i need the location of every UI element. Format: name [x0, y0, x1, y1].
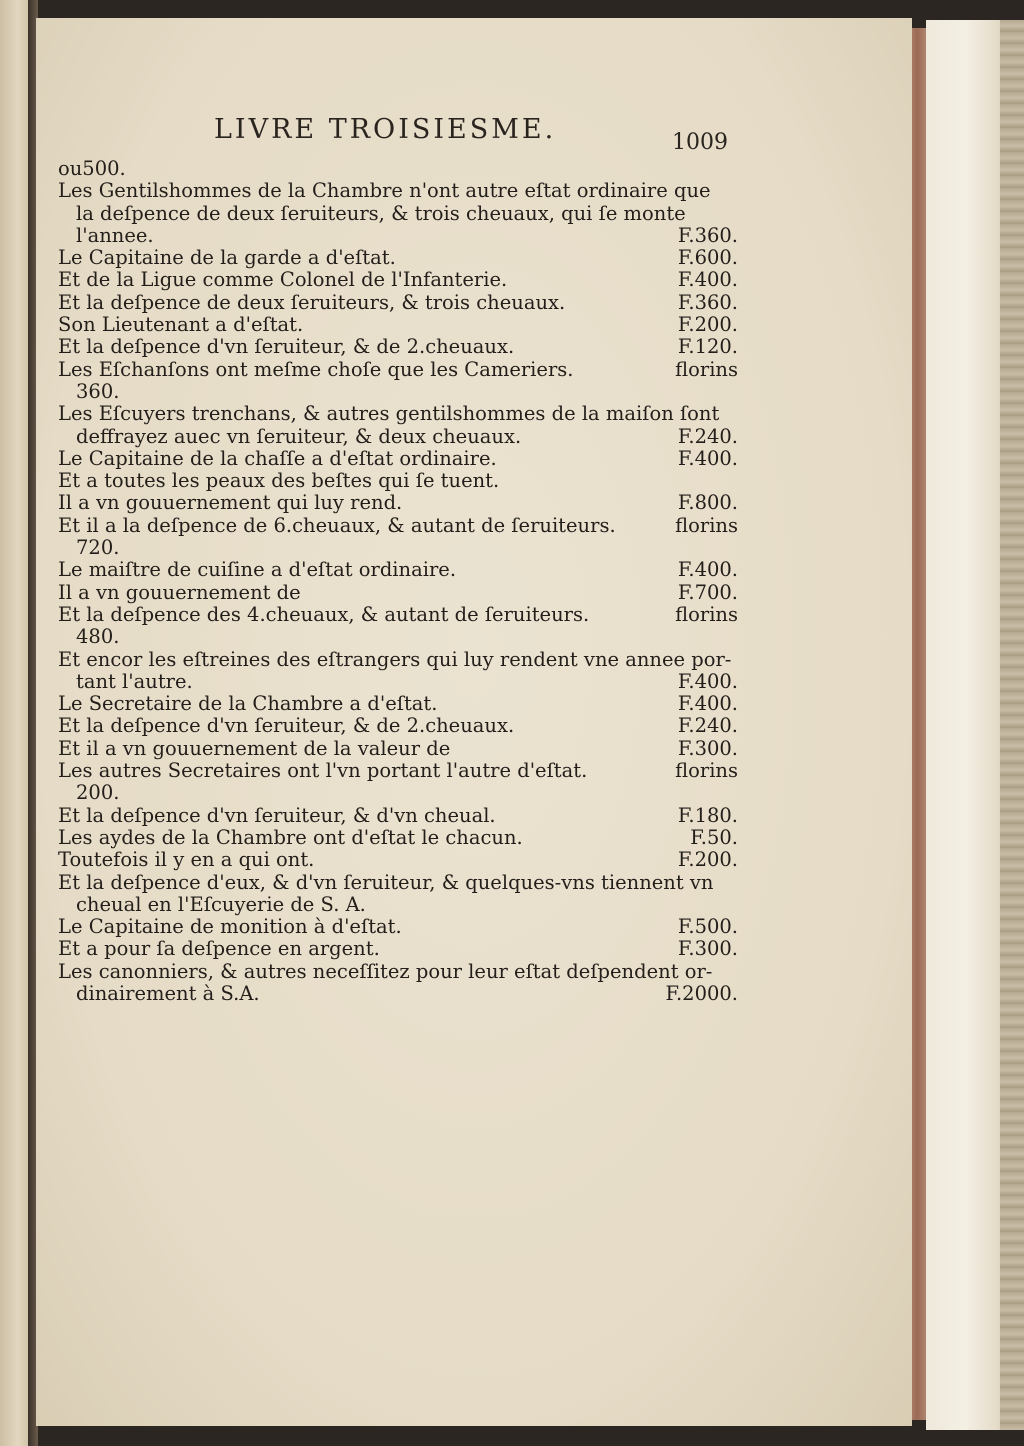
text-line — [58, 359, 738, 381]
line-amount: F.500. — [677, 915, 738, 939]
line-amount: florins — [675, 602, 738, 626]
left-page-edge — [0, 0, 30, 1446]
line-text: la deſpence de deux ſeruiteurs, & trois cheuaux, qui ſe monte — [76, 201, 686, 225]
line-amount: F.400. — [677, 558, 738, 582]
line-text: 200. — [76, 781, 120, 805]
line-text: Et la deſpence d'eux, & d'vn ſeruiteur, & quelques-vns tiennent vn — [58, 870, 714, 894]
line-text: Et la deſpence d'vn ſeruiteur, & d'vn cheual. — [58, 803, 496, 827]
text-line — [58, 448, 738, 470]
ledger-text — [58, 158, 738, 1005]
text-line — [58, 470, 738, 492]
line-text: 360. — [76, 379, 120, 403]
running-title: LIVRE TROISIESME. — [214, 114, 557, 145]
text-line — [58, 492, 738, 514]
text-line — [58, 269, 738, 291]
text-line — [58, 336, 738, 358]
line-text: Les Eſchanſons ont meſme choſe que les Cameriers. — [58, 357, 574, 381]
line-amount: F.50. — [690, 825, 738, 849]
line-text: Et de la Ligue comme Colonel de l'Infanterie. — [58, 268, 508, 292]
line-text: cheual en l'Eſcuyerie de S. A. — [76, 892, 366, 916]
line-text: Et a toutes les peaux des beſtes qui ſe tuent. — [58, 469, 500, 493]
line-amount: florins — [675, 759, 738, 783]
line-text: Et la deſpence des 4.cheuaux, & autant de ſeruiteurs. — [58, 602, 590, 626]
text-line — [58, 715, 738, 737]
line-text: 720. — [76, 536, 120, 560]
line-amount: F.600. — [677, 246, 738, 270]
text-line — [58, 693, 738, 715]
line-amount: F.700. — [677, 580, 738, 604]
line-text: Et il a la deſpence de 6.cheuaux, & autant de ſeruiteurs. — [58, 513, 616, 537]
line-text: deffrayez auec vn ſeruiteur, & deux cheuaux. — [76, 424, 522, 448]
text-line — [58, 604, 738, 626]
text-line — [58, 894, 738, 916]
line-text: Il a vn gouuernement qui luy rend. — [58, 491, 403, 515]
text-line — [58, 849, 738, 871]
line-text: Et la deſpence de deux ſeruiteurs, & trois cheuaux. — [58, 290, 566, 314]
line-amount: F.200. — [677, 313, 738, 337]
text-line — [58, 426, 738, 448]
page-header — [214, 110, 734, 158]
text-line — [58, 805, 738, 827]
line-amount: F.400. — [677, 446, 738, 470]
text-line — [58, 559, 738, 581]
line-text: tant l'autre. — [76, 669, 193, 693]
line-text: Et il a vn gouuernement de la valeur de — [58, 736, 451, 760]
line-text: Les aydes de la Chambre ont d'eſtat le chacun. — [58, 825, 523, 849]
line-amount: F.300. — [677, 937, 738, 961]
text-line — [58, 961, 738, 983]
line-text: Toutefois il y en a qui ont. — [58, 848, 315, 872]
text-line — [58, 582, 738, 604]
text-line — [58, 671, 738, 693]
text-line — [58, 247, 738, 269]
text-line — [58, 292, 738, 314]
cover-board-edge — [1000, 20, 1024, 1430]
text-line — [58, 983, 738, 1005]
line-amount: F.200. — [677, 848, 738, 872]
text-line — [58, 515, 738, 537]
text-line — [58, 314, 738, 336]
line-text: Les autres Secretaires ont l'vn portant l'autre d'eſtat. — [58, 759, 588, 783]
line-amount: florins — [675, 357, 738, 381]
line-text: Les Eſcuyers trenchans, & autres gentilshommes de la maiſon ſont — [58, 402, 720, 426]
line-amount: F.360. — [677, 223, 738, 247]
text-line — [58, 649, 738, 671]
line-amount: florins — [675, 513, 738, 537]
text-line — [58, 203, 738, 225]
line-text: Et encor les eſtreines des eſtrangers qui luy rendent vne annee por- — [58, 647, 732, 671]
line-text: Les canonniers, & autres neceſſitez pour leur eſtat deſpendent or- — [58, 959, 713, 983]
line-text: Et la deſpence d'vn ſeruiteur, & de 2.cheuaux. — [58, 335, 515, 359]
text-line — [58, 827, 738, 849]
text-line — [58, 626, 738, 648]
line-amount: F.120. — [677, 335, 738, 359]
line-amount: F.240. — [677, 714, 738, 738]
text-line — [58, 782, 738, 804]
text-line — [58, 760, 738, 782]
text-line — [58, 537, 738, 559]
line-amount: F.400. — [677, 268, 738, 292]
line-text: Le Secretaire de la Chambre a d'eſtat. — [58, 692, 438, 716]
line-text: Les Gentilshommes de la Chambre n'ont autre eſtat ordinaire que — [58, 179, 711, 203]
line-text: Son Lieutenant a d'eſtat. — [58, 313, 304, 337]
text-line — [58, 738, 738, 760]
text-line — [58, 872, 738, 894]
line-text: Le maiſtre de cuiſine a d'eſtat ordinaire. — [58, 558, 457, 582]
line-text: ou500. — [58, 157, 126, 180]
line-text: Et la deſpence d'vn ſeruiteur, & de 2.cheuaux. — [58, 714, 515, 738]
line-text: Il a vn gouuernement de — [58, 580, 301, 604]
line-text: Le Capitaine de la chaſſe a d'eſtat ordinaire. — [58, 446, 497, 470]
page-number: 1009 — [672, 130, 728, 155]
line-text: Le Capitaine de monition à d'eſtat. — [58, 915, 402, 939]
text-line — [58, 180, 738, 202]
text-line — [58, 916, 738, 938]
line-amount: F.180. — [677, 803, 738, 827]
line-text: Le Capitaine de la garde a d'eſtat. — [58, 246, 396, 270]
line-amount: F.360. — [677, 290, 738, 314]
line-text: l'annee. — [76, 223, 154, 247]
line-amount: F.400. — [677, 692, 738, 716]
text-line — [58, 381, 738, 403]
line-amount: F.800. — [677, 491, 738, 515]
line-amount: F.400. — [677, 669, 738, 693]
line-text: 480. — [76, 625, 120, 649]
line-text: Et a pour ſa deſpence en argent. — [58, 937, 380, 961]
text-line — [58, 225, 738, 247]
text-line — [58, 938, 738, 960]
text-line — [58, 158, 738, 180]
line-amount: F.2000. — [665, 981, 738, 1005]
text-line — [58, 403, 738, 425]
line-amount: F.300. — [677, 736, 738, 760]
line-amount: F.240. — [677, 424, 738, 448]
line-text: dinairement à S.A. — [76, 981, 260, 1005]
